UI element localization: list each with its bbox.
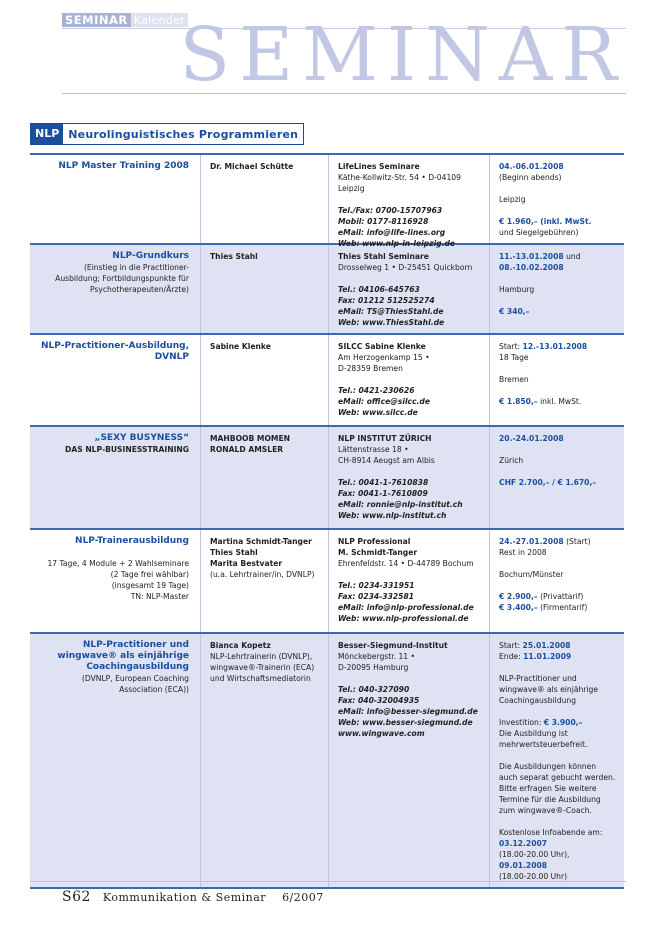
organizer-cell bbox=[328, 245, 489, 333]
seminar-date: 11.-13.01.2008 bbox=[499, 252, 564, 261]
trainer-cell bbox=[200, 245, 328, 333]
organizer-name: NLP Professional bbox=[338, 537, 411, 546]
trainer-name: Bianca Kopetz bbox=[210, 641, 271, 650]
organizer-name: NLP INSTITUT ZÜRICH bbox=[338, 434, 432, 443]
trainer-name: Sabine Klenke bbox=[210, 342, 271, 351]
info-date: 09.01.2008 bbox=[499, 861, 548, 870]
organizer-email[interactable]: eMail: info@besser-siegmund.de bbox=[338, 707, 478, 716]
seminar-price: € 2.900,– bbox=[499, 592, 538, 601]
organizer-cell: NLP INSTITUT ZÜRICH Lättenstrasse 18 • CH-8914 Aeugst am Albis Tel.: 0041-1-7610838 Fax: 0041-1-7610809 eMail: ronnie@nlp-institut.ch Web: www.nlp-institut.ch bbox=[328, 427, 489, 528]
date-price-cell: 04.-06.01.2008 (Beginn abends) Leipzig € 1.960,– (inkl. MwSt. und Siegelgebühren) bbox=[489, 155, 624, 243]
seminar-price: CHF 2.700,– / € 1.670,– bbox=[499, 478, 597, 487]
seminar-title: NLP-Practitioner-Ausbildung, bbox=[41, 341, 189, 351]
date-price-cell: 11.-13.01.2008 und 08.-10.02.2008 Hamburg € 340,– bbox=[489, 245, 624, 333]
trainer-cell: Bianca Kopetz NLP-Lehrtrainerin (DVNLP), wingwave®-Trainerin (ECA) und Wirtschaftsmediatorin bbox=[200, 634, 328, 887]
organizer-email[interactable]: eMail: office@silcc.de bbox=[338, 397, 431, 406]
date-price-cell: 24.-27.01.2008 (Start) Rest in 2008 Bochum/Münster € 2.900,– (Privattarif) € 3.400,– (Firmentarif) bbox=[489, 530, 624, 632]
seminar-date: 08.-10.02.2008 bbox=[499, 263, 564, 272]
trainer-cell bbox=[200, 427, 328, 528]
trainer-name: Marita Bestvater bbox=[210, 559, 283, 568]
footer bbox=[62, 889, 324, 905]
organizer-address: Drosselweg 1 • D-25451 Quickborn bbox=[338, 263, 473, 272]
organizer-web[interactable]: Web: www.nlp-in-leipzig.de bbox=[338, 239, 456, 248]
organizer-cell: NLP Professional M. Schmidt-Tanger Ehrenfeldstr. 14 • D-44789 Bochum Tel.: 0234-331951 Fax: 0234-332581 eMail: info@nlp-professional.de Web: www.nlp-professional.de bbox=[328, 530, 489, 632]
organizer-email[interactable]: eMail: info@life-lines.org bbox=[338, 228, 446, 237]
seminar-title-cell: NLP-Practitioner und wingwave® als einjährige Coachingausbildung (DVNLP, European Coaching Association (ECA)) bbox=[30, 634, 200, 887]
organizer-phone: Tel.: 0421-230626 bbox=[338, 386, 415, 395]
section-tag: NLP bbox=[31, 124, 63, 144]
trainer-cell: Martina Schmidt-Tanger Thies Stahl Marita Bestvater (u.a. Lehrtrainer/in, DVNLP) bbox=[200, 530, 328, 632]
organizer-address: Käthe-Kollwitz-Str. 54 • D-04109 Leipzig bbox=[338, 173, 461, 193]
organizer-email[interactable]: eMail: ronnie@nlp-institut.ch bbox=[338, 500, 463, 509]
organizer-address: Ehrenfeldstr. 14 • D-44789 Bochum bbox=[338, 559, 474, 568]
table-row bbox=[30, 245, 624, 335]
organizer-address: Am Herzogenkamp 15 • bbox=[338, 353, 430, 362]
seminar-title: „SEXY BUSYNESS“ bbox=[94, 433, 189, 443]
seminar-title-cell: NLP-Grundkurs (Einstieg in die Practitioner- Ausbildung; Fortbildungspunkte für Psychotherapeuten/Ärzte) bbox=[30, 245, 200, 333]
organizer-name: LifeLines Seminare bbox=[338, 162, 420, 171]
table-row bbox=[30, 530, 624, 634]
seminar-title-cell: NLP-Trainerausbildung 17 Tage, 4 Module + 2 Wahlseminare (2 Tage frei wählbar) (insgesamt 19 Tage) TN: NLP-Master bbox=[30, 530, 200, 632]
seminar-location: Bochum/Münster bbox=[499, 570, 564, 579]
seminar-date: 12.-13.01.2008 bbox=[522, 342, 588, 351]
organizer-phone: Tel.: 040-327090 bbox=[338, 685, 410, 694]
trainer-name: Dr. Michael Schütte bbox=[210, 162, 294, 171]
organizer-cell bbox=[328, 155, 489, 248]
title-rule bbox=[62, 93, 626, 94]
organizer-phone: Tel.: 0041-1-7610838 bbox=[338, 478, 429, 487]
seminar-start-date: 25.01.2008 bbox=[522, 641, 571, 650]
trainer-name: MAHBOOB MOMEN bbox=[210, 434, 291, 443]
organizer-email[interactable]: eMail: info@nlp-professional.de bbox=[338, 603, 474, 612]
table-row bbox=[30, 335, 624, 427]
seminar-title: NLP-Trainerausbildung bbox=[75, 536, 189, 546]
organizer-mobile: Mobil: 0177-8116928 bbox=[338, 217, 429, 226]
magazine-name: Kommunikation & Seminar bbox=[102, 891, 267, 904]
organizer-web[interactable]: Web: www.nlp-institut.ch bbox=[338, 511, 447, 520]
calendar-label-kalender: Kalender bbox=[131, 13, 188, 27]
organizer-address: Lättenstrasse 18 • bbox=[338, 445, 409, 454]
seminar-title: NLP-Practitioner und bbox=[82, 640, 189, 650]
seminar-location: Bremen bbox=[499, 375, 529, 384]
seminar-title: NLP Master Training 2008 bbox=[58, 161, 189, 171]
calendar-label-seminar: SEMINAR bbox=[62, 13, 131, 27]
date-price-cell: Start: 25.01.2008 Ende: 11.01.2009 NLP-Practitioner und wingwave® als einjährige Coachingausbildung Investition: € 3.900,– Die Ausbildung ist mehrwertsteuerbefreit. Die Ausbildungen können auch separat gebucht werden. Bitte erfragen Sie weitere Termine für die Ausbildung zum wingwave®-Coach. Kostenlose Infoabende am: 03.12.2007 (18.00-20.00 Uhr), 09.01.2008 (18.00-20.00 Uhr) bbox=[489, 634, 624, 887]
organizer-name: SILCC Sabine Klenke bbox=[338, 342, 426, 351]
table-row bbox=[30, 634, 624, 889]
table-row bbox=[30, 155, 624, 248]
section-heading bbox=[30, 123, 304, 145]
page-number: S62 bbox=[62, 889, 91, 905]
seminar-subtitle: DAS NLP-BUSINESSTRAINING bbox=[65, 445, 189, 454]
info-date: 03.12.2007 bbox=[499, 839, 548, 848]
table-row bbox=[30, 427, 624, 530]
organizer-web[interactable]: Web: www.ThiesStahl.de bbox=[338, 318, 445, 327]
organizer-web[interactable]: Web: www.nlp-professional.de bbox=[338, 614, 469, 623]
organizer-fax: Fax: 0041-1-7610809 bbox=[338, 489, 428, 498]
seminar-location: Leipzig bbox=[499, 195, 526, 204]
seminar-date: 24.-27.01.2008 bbox=[499, 537, 564, 546]
organizer-fax: Fax: 040-32004935 bbox=[338, 696, 420, 705]
seminar-end-date: 11.01.2009 bbox=[523, 652, 572, 661]
seminar-price: € 1.960,– (inkl. MwSt. bbox=[499, 217, 592, 226]
seminar-price: € 1.850,– bbox=[499, 397, 538, 406]
trainer-name: RONALD AMSLER bbox=[210, 445, 284, 454]
trainer-name: Martina Schmidt-Tanger bbox=[210, 537, 312, 546]
issue: 6/2007 bbox=[282, 891, 324, 904]
seminar-table bbox=[30, 153, 624, 889]
date-price-cell bbox=[489, 427, 624, 528]
organizer-web[interactable]: Web: www.besser-siegmund.de bbox=[338, 718, 473, 727]
calendar-label bbox=[62, 13, 188, 27]
trainer-name: Thies Stahl bbox=[210, 252, 258, 261]
seminar-location: Hamburg bbox=[499, 285, 535, 294]
trainer-cell bbox=[200, 155, 328, 243]
seminar-price: € 3.900,– bbox=[543, 718, 583, 727]
seminar-date: 04.-06.01.2008 bbox=[499, 162, 564, 171]
organizer-name: Thies Stahl Seminare bbox=[338, 252, 429, 261]
organizer-cell: SILCC Sabine Klenke Am Herzogenkamp 15 • D-28359 Bremen Tel.: 0421-230626 eMail: office@silcc.de Web: www.silcc.de bbox=[328, 335, 489, 425]
organizer-fax: Fax: 01212 512525274 bbox=[338, 296, 435, 305]
seminar-title-cell bbox=[30, 427, 200, 528]
organizer-web-2[interactable]: www.wingwave.com bbox=[338, 729, 425, 738]
organizer-email[interactable]: eMail: TS@ThiesStahl.de bbox=[338, 307, 444, 316]
trainer-name: Thies Stahl bbox=[210, 548, 258, 557]
organizer-cell: Besser-Siegmund-Institut Mönckebergstr. 11 • D-20095 Hamburg Tel.: 040-327090 Fax: 040-32004935 eMail: info@besser-siegmund.de Web: www.besser-siegmund.de www.wingwave.com bbox=[328, 634, 489, 887]
footer-rule bbox=[30, 881, 626, 882]
date-price-cell: Start: 12.-13.01.2008 18 Tage Bremen € 1.850,– inkl. MwSt. bbox=[489, 335, 624, 425]
seminar-title-cell: NLP-Practitioner-Ausbildung, DVNLP bbox=[41, 341, 189, 362]
seminar-title: NLP-Grundkurs bbox=[112, 251, 189, 261]
seminar-price: € 340,– bbox=[499, 307, 530, 316]
page-title: SEMINAR bbox=[179, 12, 626, 98]
organizer-address: Mönckebergstr. 11 • bbox=[338, 652, 416, 661]
organizer-web[interactable]: Web: www.silcc.de bbox=[338, 408, 418, 417]
section-title: Neurolinguistisches Programmieren bbox=[68, 127, 299, 141]
seminar-title-cell bbox=[30, 155, 200, 243]
seminar-price: € 3.400,– bbox=[499, 603, 538, 612]
organizer-phone: Tel.: 0234-331951 bbox=[338, 581, 415, 590]
seminar-date: 20.-24.01.2008 bbox=[499, 434, 564, 443]
seminar-duration: 18 Tage bbox=[499, 353, 529, 362]
organizer-phone: Tel./Fax: 0700-15707963 bbox=[338, 206, 443, 215]
seminar-location: Zürich bbox=[499, 456, 524, 465]
organizer-phone: Tel.: 04106-645763 bbox=[338, 285, 420, 294]
organizer-fax: Fax: 0234-332581 bbox=[338, 592, 415, 601]
trainer-cell bbox=[200, 335, 328, 425]
organizer-name: Besser-Siegmund-Institut bbox=[338, 641, 448, 650]
